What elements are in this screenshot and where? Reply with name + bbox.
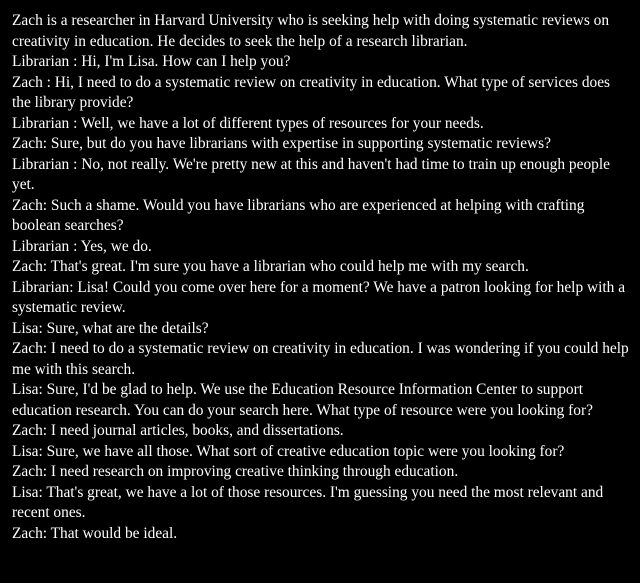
dialogue-line: Librarian : No, not really. We're pretty new at this and haven't had time to train up enough people yet. bbox=[12, 155, 610, 193]
dialogue-line: Zach: That would be ideal. bbox=[12, 524, 178, 542]
dialogue-line: Zach: I need research on improving creative thinking through education. bbox=[12, 463, 459, 480]
dialogue-line: Lisa: That's great, we have a lot of those resources. I'm guessing you need the most relevant and recent ones. bbox=[12, 483, 604, 521]
dialogue-line: Lisa: Sure, we have all those. What sort of creative education topic were you looking for? bbox=[12, 442, 565, 460]
dialogue-line: Zach : Hi, I need to do a systematic review on creativity in education. What type of services does the library provide? bbox=[12, 73, 611, 111]
dialogue-line: Librarian : Hi, I'm Lisa. How can I help you? bbox=[12, 53, 291, 70]
dialogue-line: Librarian : Yes, we do. bbox=[12, 237, 152, 255]
dialogue-line: Librarian: Lisa! Could you come over here for a moment? We have a patron looking for help with a systematic review. bbox=[12, 278, 626, 316]
dialogue-line: Zach: I need journal articles, books, and dissertations. bbox=[12, 422, 344, 439]
dialogue-line: Zach: Such a shame. Would you have librarians who are experienced at helping with crafting boolean searches? bbox=[12, 196, 585, 234]
intro-paragraph: Zach is a researcher in Harvard University who is seeking help with doing systematic reviews on creativity in education. He decides to seek the help of a research librarian. bbox=[12, 12, 610, 50]
dialogue-line: Zach: That's great. I'm sure you have a librarian who could help me with my search. bbox=[12, 258, 529, 275]
dialogue-line: Zach: I need to do a systematic review on creativity in education. I was wondering if you could help me with this search. bbox=[12, 340, 629, 378]
conversation-document bbox=[12, 11, 632, 544]
dialogue-line: Lisa: Sure, what are the details? bbox=[12, 319, 209, 337]
dialogue-line: Lisa: Sure, I'd be glad to help. We use the Education Resource Information Center to support education research. You can do your search here. What type of resource were you looking for? bbox=[12, 381, 593, 419]
dialogue-line: Zach: Sure, but do you have librarians with expertise in supporting systematic reviews? bbox=[12, 135, 551, 152]
dialogue-line: Librarian : Well, we have a lot of different types of resources for your needs. bbox=[12, 114, 484, 132]
